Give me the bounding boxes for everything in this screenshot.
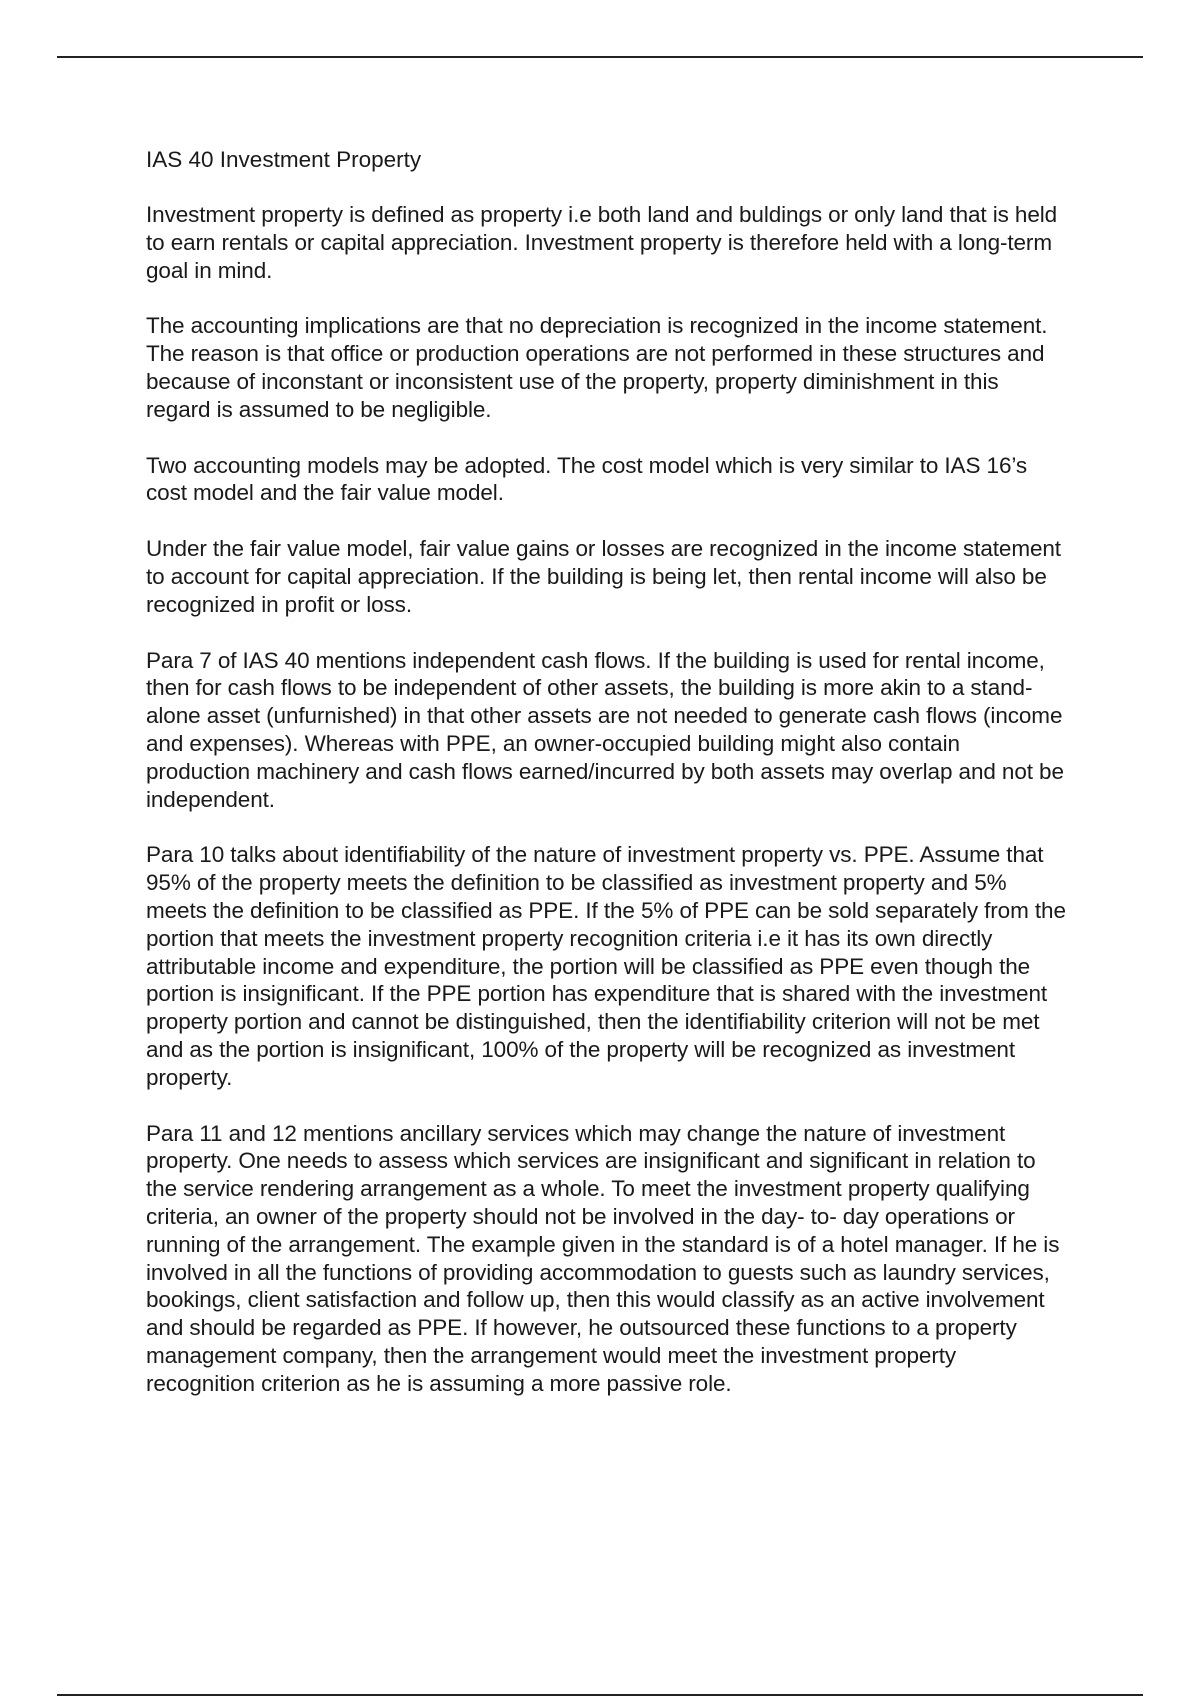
document-body	[146, 146, 1066, 1425]
paragraph-accounting-implications: The accounting implications are that no depreciation is recognized in the income statement. The reason is that office or production operations are not performed in these structures and because of inconstant or inconsistent use of the property, property diminishment in this regard is assumed to be negligible.	[146, 313, 1048, 422]
paragraph-fair-value-model: Under the fair value model, fair value gains or losses are recognized in the income statement to account for capital appreciation. If the building is being let, then rental income will also be recognized in profit or loss.	[146, 536, 1061, 617]
paragraph-accounting-models: Two accounting models may be adopted. The cost model which is very similar to IAS 16’s cost model and the fair value model.	[146, 452, 1027, 506]
document-title: IAS 40 Investment Property	[146, 147, 422, 172]
paragraph-definition: Investment property is defined as property i.e both land and buldings or only land that is held to earn rentals or capital appreciation. Investment property is therefore held with a long-term goal in mind.	[146, 202, 1058, 283]
paragraph-para-7: Para 7 of IAS 40 mentions independent cash flows. If the building is used for rental income, then for cash flows to be independent of other assets, the building is more akin to a stand-alone asset (unfurnished) in that other assets are not needed to generate cash flows (income and expenses). Whereas with PPE, an owner-occupied building might also contain production machinery and cash flows earned/incurred by both assets may overlap and not be independent.	[146, 647, 1064, 812]
footer-rule	[57, 1694, 1143, 1696]
header-rule	[57, 56, 1143, 58]
paragraph-para-10: Para 10 talks about identifiability of the nature of investment property vs. PPE. Assume that 95% of the property meets the definition to be classified as investment property and 5% meets the definition to be classified as PPE. If the 5% of PPE can be sold separately from the portion that meets the investment property recognition criteria i.e it has its own directly attributable income and expenditure, the portion will be classified as PPE even though the portion is insignificant. If the PPE portion has expenditure that is shared with the investment property portion and cannot be distinguished, then the identifiability criterion will not be met and as the portion is insignificant, 100% of the property will be recognized as investment property.	[146, 842, 1066, 1090]
paragraph-para-11-12: Para 11 and 12 mentions ancillary services which may change the nature of investment property. One needs to assess which services are insignificant and significant in relation to the service rendering arrangement as a whole. To meet the investment property qualifying criteria, an owner of the property should not be involved in the day- to- day operations or running of the arrangement. The example given in the standard is of a hotel manager. If he is involved in all the functions of providing accommodation to guests such as laundry services, bookings, client satisfaction and follow up, then this would classify as an active involvement and should be regarded as PPE. If however, he outsourced these functions to a property management company, then the arrangement would meet the investment property recognition criterion as he is assuming a more passive role.	[146, 1120, 1060, 1396]
